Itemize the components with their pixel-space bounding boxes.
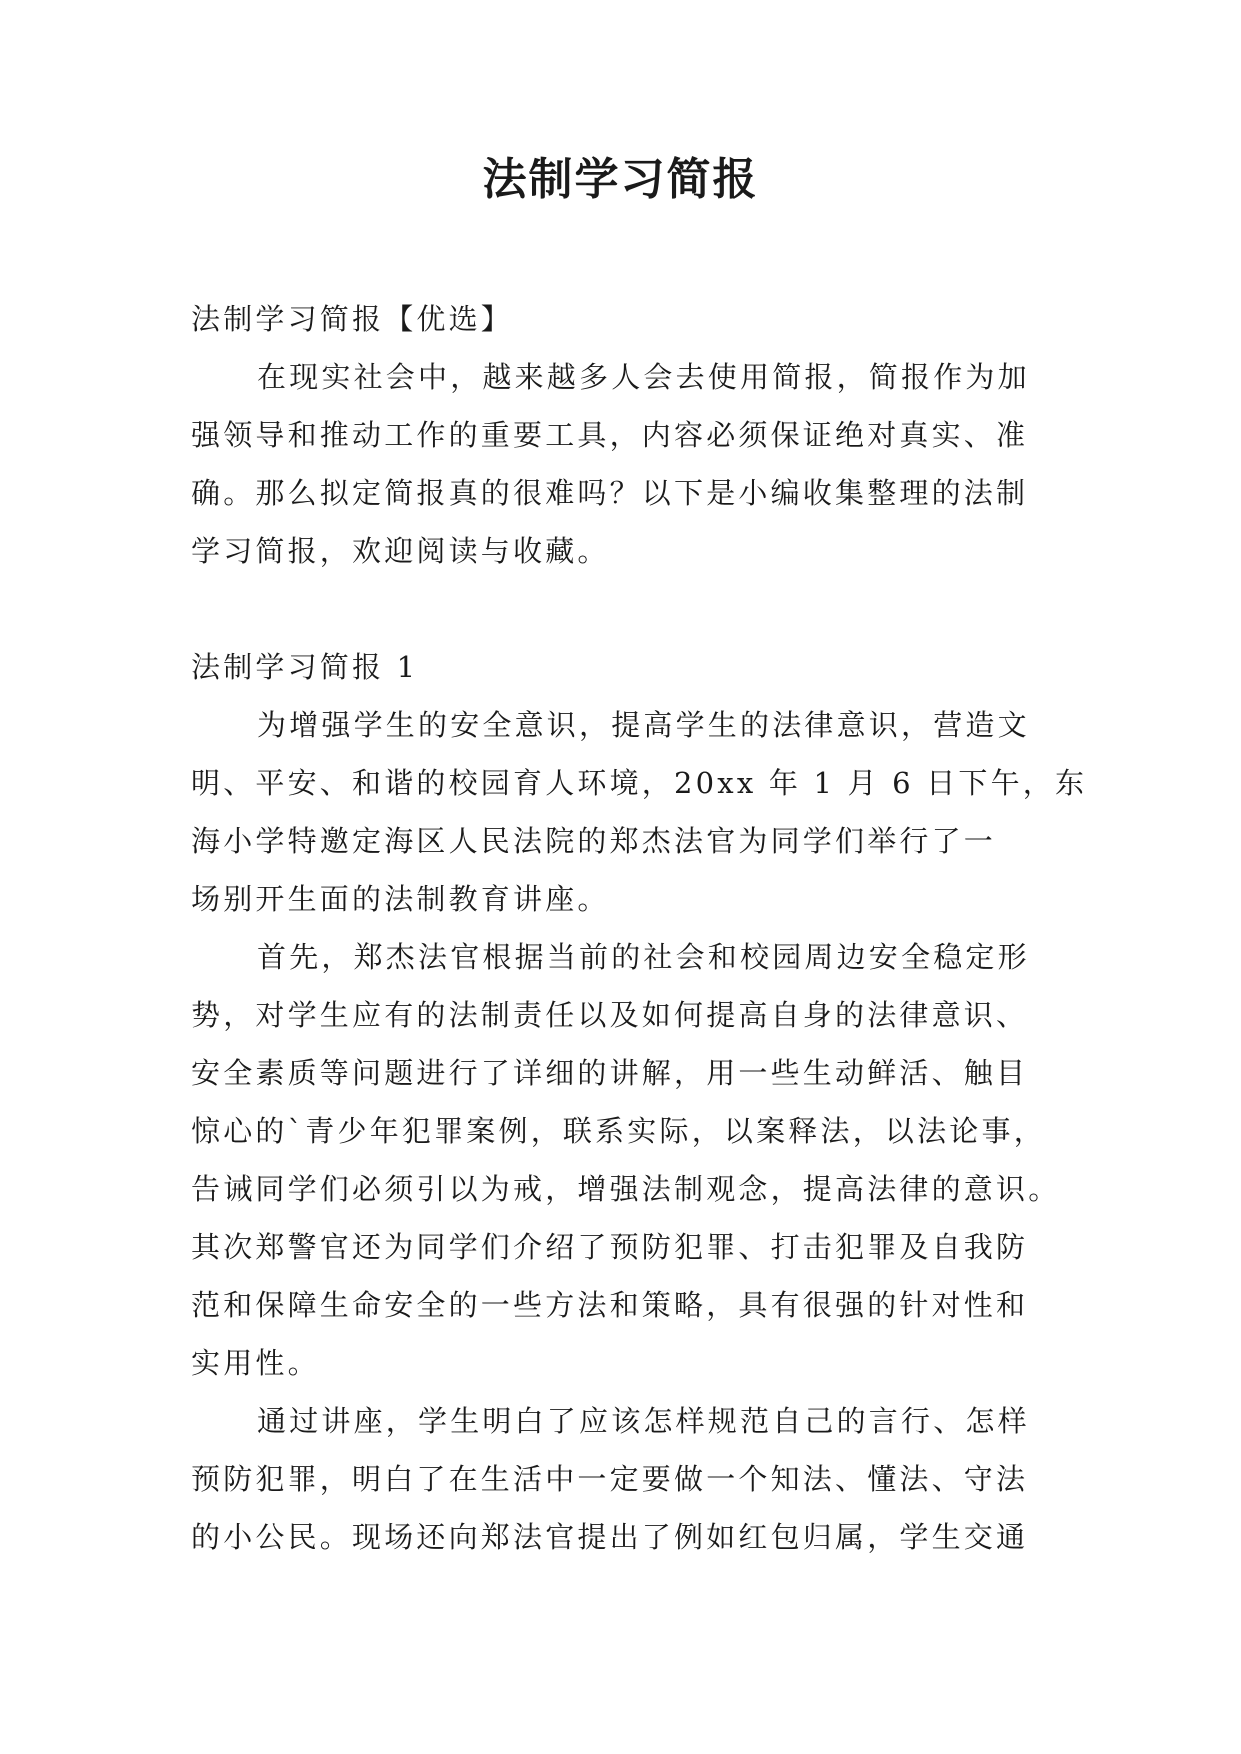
text-line: 首先，郑杰法官根据当前的社会和校园周边安全稳定形: [257, 940, 1030, 974]
text-line: 确。那么拟定简报真的很难吗？以下是小编收集整理的法制: [191, 476, 1029, 510]
text-line: 在现实社会中，越来越多人会去使用简报，简报作为加: [257, 360, 1030, 394]
spacer: [191, 580, 1049, 638]
text-line: 预防犯罪，明白了在生活中一定要做一个知法、懂法、守法: [191, 1462, 1029, 1496]
text-line: 场别开生面的法制教育讲座。: [191, 882, 610, 916]
text-line: 强领导和推动工作的重要工具，内容必须保证绝对真实、准: [191, 418, 1029, 452]
text-line: 势，对学生应有的法制责任以及如何提高自身的法律意识、: [191, 998, 1029, 1032]
intro-paragraph: [191, 348, 1049, 580]
paragraph-1: [191, 696, 1088, 928]
paragraph-2: [191, 928, 1061, 1392]
text-line: 实用性。: [191, 1346, 320, 1380]
text-line: 告诫同学们必须引以为戒，增强法制观念，提高法律的意识。: [191, 1172, 1061, 1206]
document-subtitle: 法制学习简报【优选】: [191, 302, 514, 336]
text-line: 明、平安、和谐的校园育人环境，20xx 年 1 月 6 日下午，东: [191, 766, 1088, 800]
text-line: 惊心的`青少年犯罪案例，联系实际，以案释法，以法论事，: [191, 1114, 1046, 1148]
section-heading: 法制学习简报 1: [191, 650, 419, 684]
text-line: 范和保障生命安全的一些方法和策略，具有很强的针对性和: [191, 1288, 1029, 1322]
text-line: 的小公民。现场还向郑法官提出了例如红包归属，学生交通: [191, 1520, 1029, 1554]
text-line: 为增强学生的安全意识，提高学生的法律意识，营造文: [257, 708, 1030, 742]
document-body: [191, 290, 1088, 1566]
text-line: 海小学特邀定海区人民法院的郑杰法官为同学们举行了一: [191, 824, 997, 858]
text-line: 通过讲座，学生明白了应该怎样规范自己的言行、怎样: [257, 1404, 1030, 1438]
text-line: 其次郑警官还为同学们介绍了预防犯罪、打击犯罪及自我防: [191, 1230, 1029, 1264]
document-title: 法制学习简报: [482, 154, 759, 205]
text-line: 安全素质等问题进行了详细的讲解，用一些生动鲜活、触目: [191, 1056, 1029, 1090]
text-line: 学习简报，欢迎阅读与收藏。: [191, 534, 610, 568]
paragraph-3: [191, 1392, 1049, 1566]
